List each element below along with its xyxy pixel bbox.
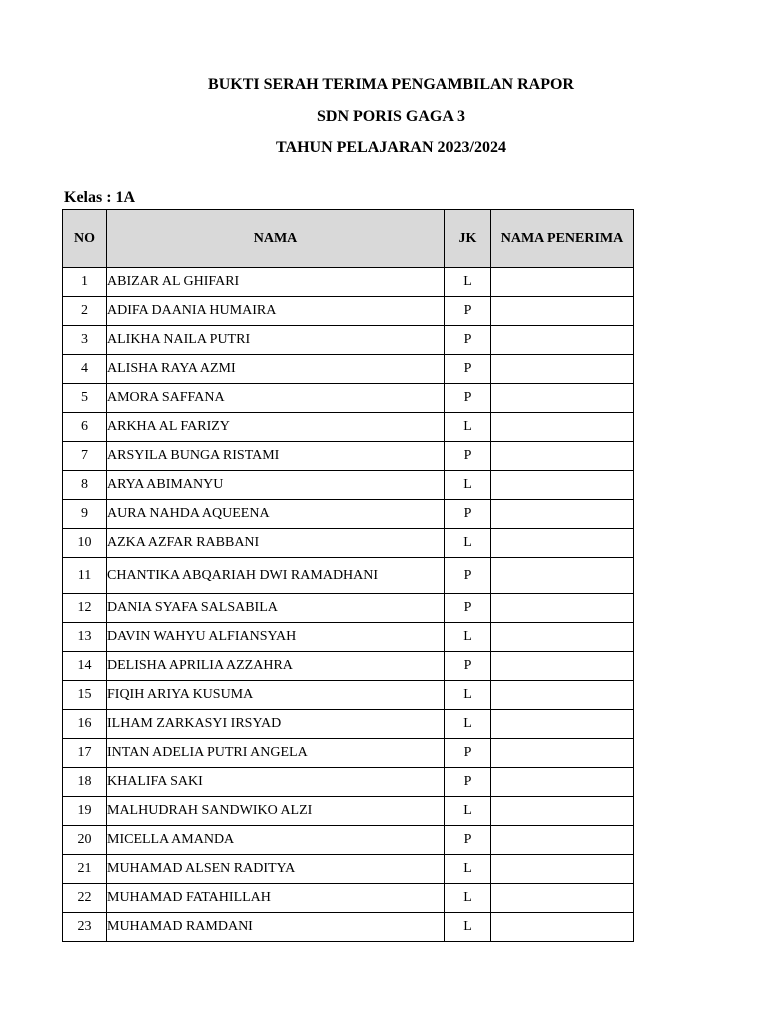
recipient-name-cell[interactable] (491, 594, 634, 623)
column-header-jk: JK (445, 210, 491, 268)
column-header-nama: NAMA (107, 210, 445, 268)
recipient-name-cell[interactable] (491, 297, 634, 326)
row-number: 16 (63, 710, 107, 739)
row-number: 9 (63, 500, 107, 529)
row-number: 13 (63, 623, 107, 652)
table-row (63, 797, 634, 826)
table-row (63, 326, 634, 355)
gender-code: L (445, 268, 491, 297)
row-number: 19 (63, 797, 107, 826)
gender-code: P (445, 558, 491, 594)
student-name: ARKHA AL FARIZY (107, 413, 445, 442)
gender-code: L (445, 413, 491, 442)
gender-code: L (445, 797, 491, 826)
row-number: 1 (63, 268, 107, 297)
table-row (63, 855, 634, 884)
student-name: MUHAMAD FATAHILLAH (107, 884, 445, 913)
table-row (63, 681, 634, 710)
row-number: 21 (63, 855, 107, 884)
student-name: FIQIH ARIYA KUSUMA (107, 681, 445, 710)
table-row (63, 355, 634, 384)
student-name: INTAN ADELIA PUTRI ANGELA (107, 739, 445, 768)
student-name: MICELLA AMANDA (107, 826, 445, 855)
student-name: MALHUDRAH SANDWIKO ALZI (107, 797, 445, 826)
student-name: AURA NAHDA AQUEENA (107, 500, 445, 529)
table-row (63, 739, 634, 768)
student-roster-table (62, 209, 634, 942)
row-number: 6 (63, 413, 107, 442)
row-number: 8 (63, 471, 107, 500)
table-row (63, 413, 634, 442)
recipient-name-cell[interactable] (491, 471, 634, 500)
student-name: KHALIFA SAKI (107, 768, 445, 797)
row-number: 10 (63, 529, 107, 558)
column-header-no: NO (63, 210, 107, 268)
student-name: AZKA AZFAR RABBANI (107, 529, 445, 558)
recipient-name-cell[interactable] (491, 558, 634, 594)
recipient-name-cell[interactable] (491, 500, 634, 529)
gender-code: L (445, 710, 491, 739)
recipient-name-cell[interactable] (491, 413, 634, 442)
table-row (63, 913, 634, 942)
student-name: MUHAMAD ALSEN RADITYA (107, 855, 445, 884)
row-number: 23 (63, 913, 107, 942)
student-name: ARYA ABIMANYU (107, 471, 445, 500)
recipient-name-cell[interactable] (491, 442, 634, 471)
row-number: 2 (63, 297, 107, 326)
recipient-name-cell[interactable] (491, 652, 634, 681)
table-body (63, 268, 634, 942)
table-row (63, 652, 634, 681)
gender-code: L (445, 884, 491, 913)
student-name: ALIKHA NAILA PUTRI (107, 326, 445, 355)
table-row (63, 710, 634, 739)
school-name: SDN PORIS GAGA 3 (316, 108, 466, 125)
table-row (63, 529, 634, 558)
table-row (63, 384, 634, 413)
student-name: MUHAMAD RAMDANI (107, 913, 445, 942)
document-title: BUKTI SERAH TERIMA PENGAMBILAN RAPOR (208, 76, 574, 93)
recipient-name-cell[interactable] (491, 681, 634, 710)
student-name: ALISHA RAYA AZMI (107, 355, 445, 384)
gender-code: P (445, 826, 491, 855)
recipient-name-cell[interactable] (491, 739, 634, 768)
student-name: CHANTIKA ABQARIAH DWI RAMADHANI (107, 558, 445, 594)
class-label: Kelas : 1A (64, 189, 136, 206)
row-number: 5 (63, 384, 107, 413)
gender-code: P (445, 355, 491, 384)
row-number: 18 (63, 768, 107, 797)
gender-code: L (445, 529, 491, 558)
recipient-name-cell[interactable] (491, 529, 634, 558)
recipient-name-cell[interactable] (491, 355, 634, 384)
recipient-name-cell[interactable] (491, 855, 634, 884)
row-number: 15 (63, 681, 107, 710)
student-name: ARSYILA BUNGA RISTAMI (107, 442, 445, 471)
recipient-name-cell[interactable] (491, 913, 634, 942)
gender-code: L (445, 623, 491, 652)
row-number: 11 (63, 558, 107, 594)
recipient-name-cell[interactable] (491, 623, 634, 652)
table-row (63, 623, 634, 652)
gender-code: P (445, 384, 491, 413)
table-row (63, 268, 634, 297)
table-row (63, 768, 634, 797)
gender-code: L (445, 913, 491, 942)
student-name: DAVIN WAHYU ALFIANSYAH (107, 623, 445, 652)
gender-code: L (445, 681, 491, 710)
gender-code: L (445, 471, 491, 500)
recipient-name-cell[interactable] (491, 710, 634, 739)
table-row (63, 558, 634, 594)
table-row (63, 594, 634, 623)
gender-code: P (445, 594, 491, 623)
gender-code: P (445, 768, 491, 797)
row-number: 4 (63, 355, 107, 384)
student-name: AMORA SAFFANA (107, 384, 445, 413)
recipient-name-cell[interactable] (491, 884, 634, 913)
table-row (63, 471, 634, 500)
table-row (63, 442, 634, 471)
recipient-name-cell[interactable] (491, 384, 634, 413)
gender-code: P (445, 326, 491, 355)
row-number: 22 (63, 884, 107, 913)
gender-code: L (445, 855, 491, 884)
gender-code: P (445, 442, 491, 471)
gender-code: P (445, 297, 491, 326)
recipient-name-cell[interactable] (491, 268, 634, 297)
row-number: 20 (63, 826, 107, 855)
gender-code: P (445, 652, 491, 681)
table-row (63, 826, 634, 855)
table-row (63, 297, 634, 326)
recipient-name-cell[interactable] (491, 826, 634, 855)
recipient-name-cell[interactable] (491, 768, 634, 797)
academic-year: TAHUN PELAJARAN 2023/2024 (276, 139, 506, 156)
row-number: 12 (63, 594, 107, 623)
student-name: DANIA SYAFA SALSABILA (107, 594, 445, 623)
row-number: 7 (63, 442, 107, 471)
row-number: 17 (63, 739, 107, 768)
column-header-nama-penerima: NAMA PENERIMA (491, 210, 634, 268)
table-header-row (63, 210, 634, 268)
table-row (63, 884, 634, 913)
student-name: ADIFA DAANIA HUMAIRA (107, 297, 445, 326)
gender-code: P (445, 739, 491, 768)
recipient-name-cell[interactable] (491, 797, 634, 826)
table-row (63, 500, 634, 529)
student-name: DELISHA APRILIA AZZAHRA (107, 652, 445, 681)
row-number: 3 (63, 326, 107, 355)
gender-code: P (445, 500, 491, 529)
recipient-name-cell[interactable] (491, 326, 634, 355)
row-number: 14 (63, 652, 107, 681)
student-name: ABIZAR AL GHIFARI (107, 268, 445, 297)
student-name: ILHAM ZARKASYI IRSYAD (107, 710, 445, 739)
